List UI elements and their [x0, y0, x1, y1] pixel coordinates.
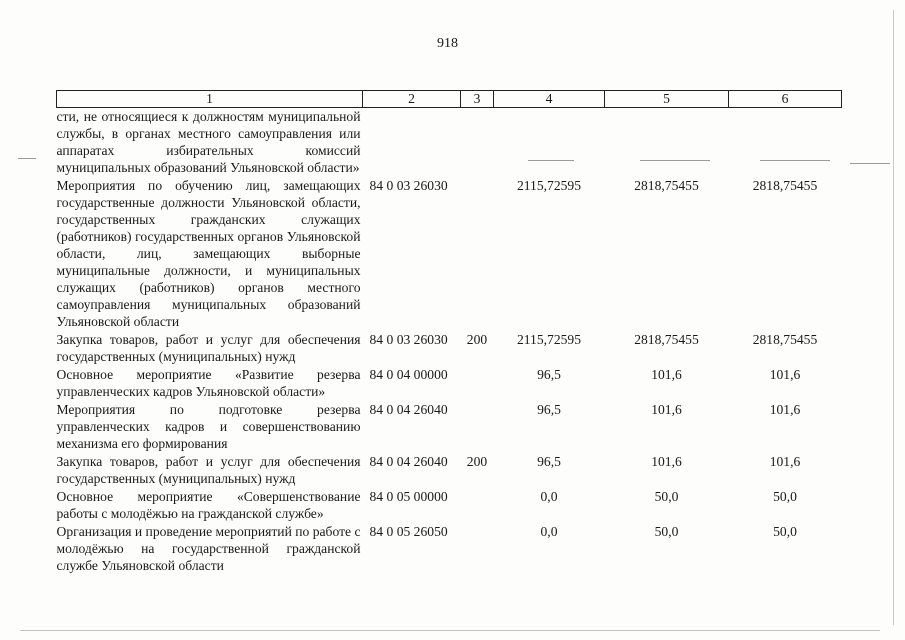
scan-artifact — [18, 158, 36, 159]
row-value-1: 96,5 — [537, 402, 561, 417]
row-code: 84 0 05 00000 — [369, 489, 448, 504]
budget-table — [56, 90, 842, 575]
row-expense-type — [461, 108, 494, 178]
column-header-4: 4 — [494, 91, 605, 108]
row-value-2: 101,6 — [651, 454, 682, 469]
row-code: 84 0 04 26040 — [369, 454, 448, 469]
table-row — [57, 331, 842, 366]
row-name: Основное мероприятие «Развитие резерва управленческих кадров Ульяновской области» — [56, 367, 361, 399]
table-row — [57, 488, 842, 523]
row-code: 84 0 05 26050 — [369, 524, 448, 539]
column-header-3: 3 — [461, 91, 494, 108]
column-header-6: 6 — [729, 91, 842, 108]
row-code — [363, 108, 461, 178]
row-value-3: 101,6 — [769, 454, 801, 469]
row-value-3: 2818,75455 — [752, 332, 818, 347]
row-value-1 — [494, 108, 605, 178]
row-value-3 — [729, 108, 842, 178]
row-name: Организация и проведение мероприятий по работе с молодёжью на государственной гражданской службе Ульяновской области — [56, 524, 361, 573]
row-expense-type: 200 — [466, 332, 488, 347]
row-name: Мероприятия по обучению лиц, замещающих государственные должности Ульяновской области, государственных гражданских служащих (работников) государственных органов Ульяновской области, лиц, замещающих выборные муниципальные должности, и муниципальных служащих (работников) органов местного самоуправления муниципальных образований Ульяновской области — [56, 178, 361, 329]
row-value-2: 50,0 — [654, 524, 679, 539]
row-name: Закупка товаров, работ и услуг для обеспечения государственных (муниципальных) нужд — [56, 332, 361, 364]
row-value-3: 101,6 — [769, 402, 801, 417]
row-value-2: 2818,75455 — [634, 178, 699, 193]
row-value-3: 2818,75455 — [752, 178, 818, 193]
row-value-2: 50,0 — [654, 489, 679, 504]
table-row — [57, 401, 842, 453]
row-name: Основное мероприятие «Совершенствование работы с молодёжью на гражданской службе» — [56, 489, 361, 521]
row-value-3: 50,0 — [773, 489, 797, 504]
scan-artifact — [528, 160, 574, 161]
row-name: Закупка товаров, работ и услуг для обеспечения государственных (муниципальных) нужд — [56, 454, 361, 486]
row-expense-type — [461, 523, 494, 575]
row-value-3: 101,6 — [769, 367, 801, 382]
table-row — [57, 366, 842, 401]
scan-artifact — [760, 160, 830, 161]
table-row — [57, 453, 842, 488]
row-code: 84 0 04 00000 — [369, 367, 448, 382]
scan-artifact — [20, 630, 880, 631]
column-header-5: 5 — [605, 91, 729, 108]
row-expense-type — [461, 401, 494, 453]
row-value-2: 2818,75455 — [634, 332, 699, 347]
scan-artifact — [640, 160, 710, 161]
page-number: 918 — [437, 36, 458, 51]
column-header-1: 1 — [57, 91, 363, 108]
row-value-1: 96,5 — [537, 367, 561, 382]
row-value-1: 0,0 — [540, 489, 558, 504]
row-value-2 — [605, 108, 729, 178]
table-row — [57, 108, 842, 178]
page-edge — [893, 10, 894, 625]
row-code: 84 0 03 26030 — [369, 332, 448, 347]
row-name: сти, не относящиеся к должностям муниципальной службы, в органах местного самоуправления или аппаратах избирательных комиссий муниципальных образований Ульяновской области» — [56, 109, 361, 175]
row-code: 84 0 03 26030 — [369, 178, 448, 193]
row-expense-type — [461, 488, 494, 523]
row-value-2: 101,6 — [651, 402, 682, 417]
row-code: 84 0 04 26040 — [369, 402, 448, 417]
row-name: Мероприятия по подготовке резерва управленческих кадров и совершенствованию механизма его формирования — [56, 402, 361, 451]
row-value-2: 101,6 — [651, 367, 682, 382]
row-value-1: 96,5 — [537, 454, 561, 469]
row-value-1: 2115,72595 — [516, 332, 582, 347]
row-expense-type — [461, 177, 494, 331]
row-expense-type — [461, 366, 494, 401]
table-row — [57, 523, 842, 575]
row-value-1: 0,0 — [540, 524, 558, 539]
row-expense-type: 200 — [466, 454, 488, 469]
row-value-3: 50,0 — [773, 524, 797, 539]
row-value-1: 2115,72595 — [516, 178, 582, 193]
header-row — [57, 91, 842, 108]
scan-artifact — [850, 163, 890, 164]
table-row — [57, 177, 842, 331]
column-header-2: 2 — [363, 91, 461, 108]
